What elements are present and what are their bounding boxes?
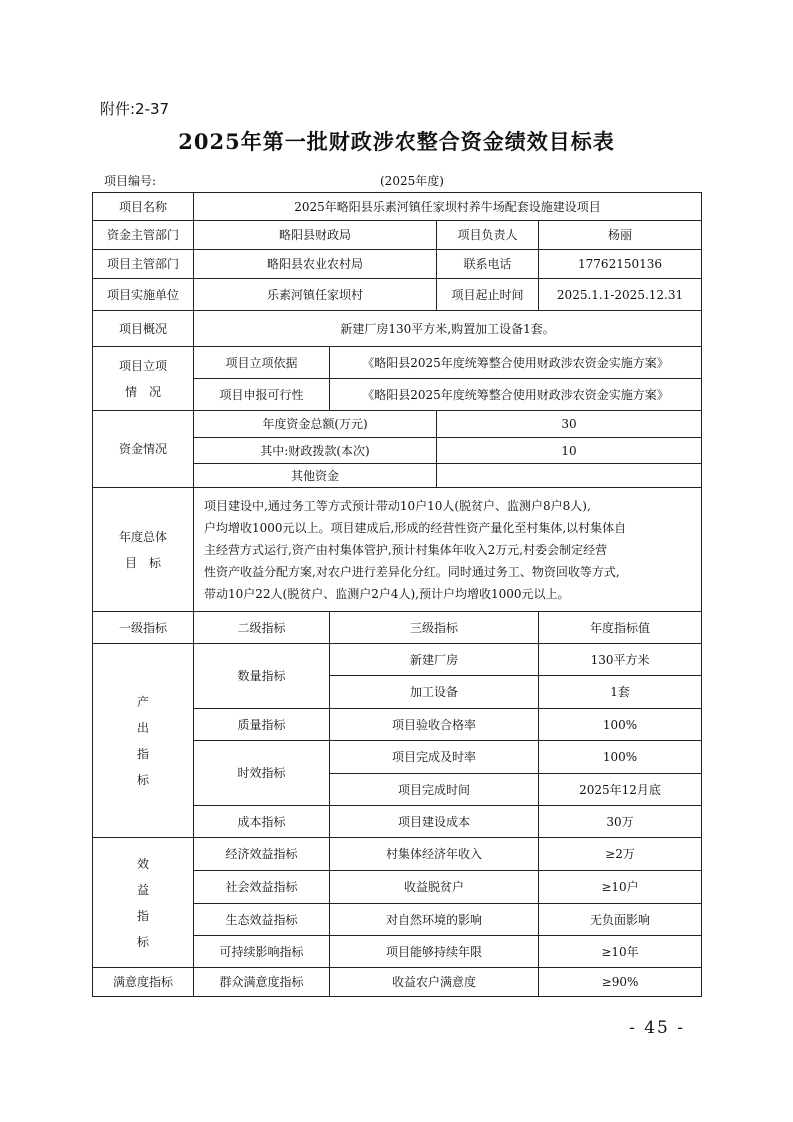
level3-indicator: 项目能够持续年限 [330,936,539,968]
level3-indicator: 加工设备 [330,676,539,709]
indicator-value: 无负面影响 [539,904,702,936]
cell-label: 项目名称 [93,193,194,221]
cell-label: 项目概况 [93,311,194,347]
table-row [93,411,702,438]
level3-indicator: 对自然环境的影响 [330,904,539,936]
goal-text [194,488,702,612]
funds-fiscal: 10 [437,438,702,464]
table-row [93,488,702,612]
goal-label-line2: 目 标 [124,555,161,570]
indicator-value: ≥10户 [539,871,702,904]
level2-indicator: 群众满意度指标 [194,968,330,997]
goal-line: 项目建设中,通过务工等方式预计带动10户10人(脱贫户、监测户8户8人), [204,498,591,513]
level2-indicator: 数量指标 [194,644,330,709]
header-cell: 二级指标 [194,612,330,644]
fund-dept: 略阳县财政局 [194,221,437,250]
header-cell: 一级指标 [93,612,194,644]
table-row [93,311,702,347]
project-number-label: 项目编号: [104,174,157,188]
approval-label-line1: 项目立项 [118,358,167,373]
level3-indicator: 项目验收合格率 [330,709,539,741]
approval-feasibility: 《略阳县2025年度统筹整合使用财政涉农资金实施方案》 [330,379,702,411]
level3-indicator: 项目完成及时率 [330,741,539,774]
attachment-label: 附件:2-37 [100,100,170,118]
approval-label-line2: 情 况 [124,384,161,399]
level3-indicator: 新建厂房 [330,644,539,676]
cell-label: 项目负责人 [437,221,539,250]
indicator-value: 1套 [539,676,702,709]
level2-indicator: 社会效益指标 [194,871,330,904]
output-label-char: 标 [136,772,149,787]
project-name: 2025年略阳县乐素河镇任家坝村养牛场配套设施建设项目 [194,193,702,221]
indicator-value: 100% [539,709,702,741]
leader: 杨丽 [539,221,702,250]
funds-total: 30 [437,411,702,438]
year-label: (2025年度) [380,174,444,188]
impl-unit: 乐素河镇任家坝村 [194,279,437,311]
level3-indicator: 收益脱贫户 [330,871,539,904]
overview: 新建厂房130平方米,购置加工设备1套。 [194,311,702,347]
level3-indicator: 收益农户满意度 [330,968,539,997]
funds-other [437,464,702,488]
benefit-label-char: 标 [136,934,149,949]
cell-label: 其中:财政拨款(本次) [194,438,437,464]
table-row [93,279,702,311]
indicator-value: ≥10年 [539,936,702,968]
indicator-value: ≥90% [539,968,702,997]
approval-basis: 《略阳县2025年度统筹整合使用财政涉农资金实施方案》 [330,347,702,379]
header-cell: 年度指标值 [539,612,702,644]
cell-label: 项目申报可行性 [194,379,330,411]
cell-label: 年度资金总额(万元) [194,411,437,438]
benefit-label-char: 益 [136,882,149,897]
benefit-label-char: 指 [136,908,149,923]
level2-indicator: 可持续影响指标 [194,936,330,968]
project-dept: 略阳县农业农村局 [194,250,437,279]
indicator-value: 2025年12月底 [539,774,702,806]
cell-label: 项目立项依据 [194,347,330,379]
page-title: 2025年第一批财政涉农整合资金绩效目标表 [178,129,615,154]
table-row [93,838,702,871]
output-label-char: 指 [136,746,149,761]
goal-line: 性资产收益分配方案,对农户进行差异化分红。同时通过务工、物资回收等方式, [204,564,620,579]
table-row [93,347,702,379]
table-row [93,968,702,997]
cell-label: 项目主管部门 [93,250,194,279]
output-label-char: 出 [136,720,149,735]
goal-line: 主经营方式运行,资产由村集体管护,预计村集体年收入2万元,村委会制定经营 [204,542,608,557]
benefit-label-char: 效 [136,856,149,871]
approval-label [93,347,194,411]
performance-goal-table [92,192,702,997]
page-number: - 45 - [629,1018,685,1038]
benefit-label [93,838,194,968]
table-row [93,193,702,221]
indicator-value: 130平方米 [539,644,702,676]
period: 2025.1.1-2025.12.31 [539,279,702,311]
goal-line: 户均增收1000元以上。项目建成后,形成的经营性资产量化至村集体,以村集体自 [204,520,627,535]
cell-label: 项目起止时间 [437,279,539,311]
cell-label: 资金主管部门 [93,221,194,250]
level3-indicator: 项目完成时间 [330,774,539,806]
goal-line: 带动10户22人(脱贫户、监测户2户4人),预计户均增收1000元以上。 [204,586,570,601]
output-label-char: 产 [136,694,149,709]
table-row [93,250,702,279]
phone: 17762150136 [539,250,702,279]
goal-label [93,488,194,612]
level2-indicator: 经济效益指标 [194,838,330,871]
table-row [93,612,702,644]
level2-indicator: 时效指标 [194,741,330,806]
indicator-value: 30万 [539,806,702,838]
cell-label: 联系电话 [437,250,539,279]
level2-indicator: 成本指标 [194,806,330,838]
level1-indicator: 满意度指标 [93,968,194,997]
level3-indicator: 项目建设成本 [330,806,539,838]
table-row [93,644,702,676]
cell-label: 其他资金 [194,464,437,488]
output-label [93,644,194,838]
table-row [93,221,702,250]
level2-indicator: 生态效益指标 [194,904,330,936]
level3-indicator: 村集体经济年收入 [330,838,539,871]
cell-label: 项目实施单位 [93,279,194,311]
header-cell: 三级指标 [330,612,539,644]
goal-label-line1: 年度总体 [118,529,167,544]
indicator-value: 100% [539,741,702,774]
level2-indicator: 质量指标 [194,709,330,741]
indicator-value: ≥2万 [539,838,702,871]
funds-label: 资金情况 [93,411,194,488]
